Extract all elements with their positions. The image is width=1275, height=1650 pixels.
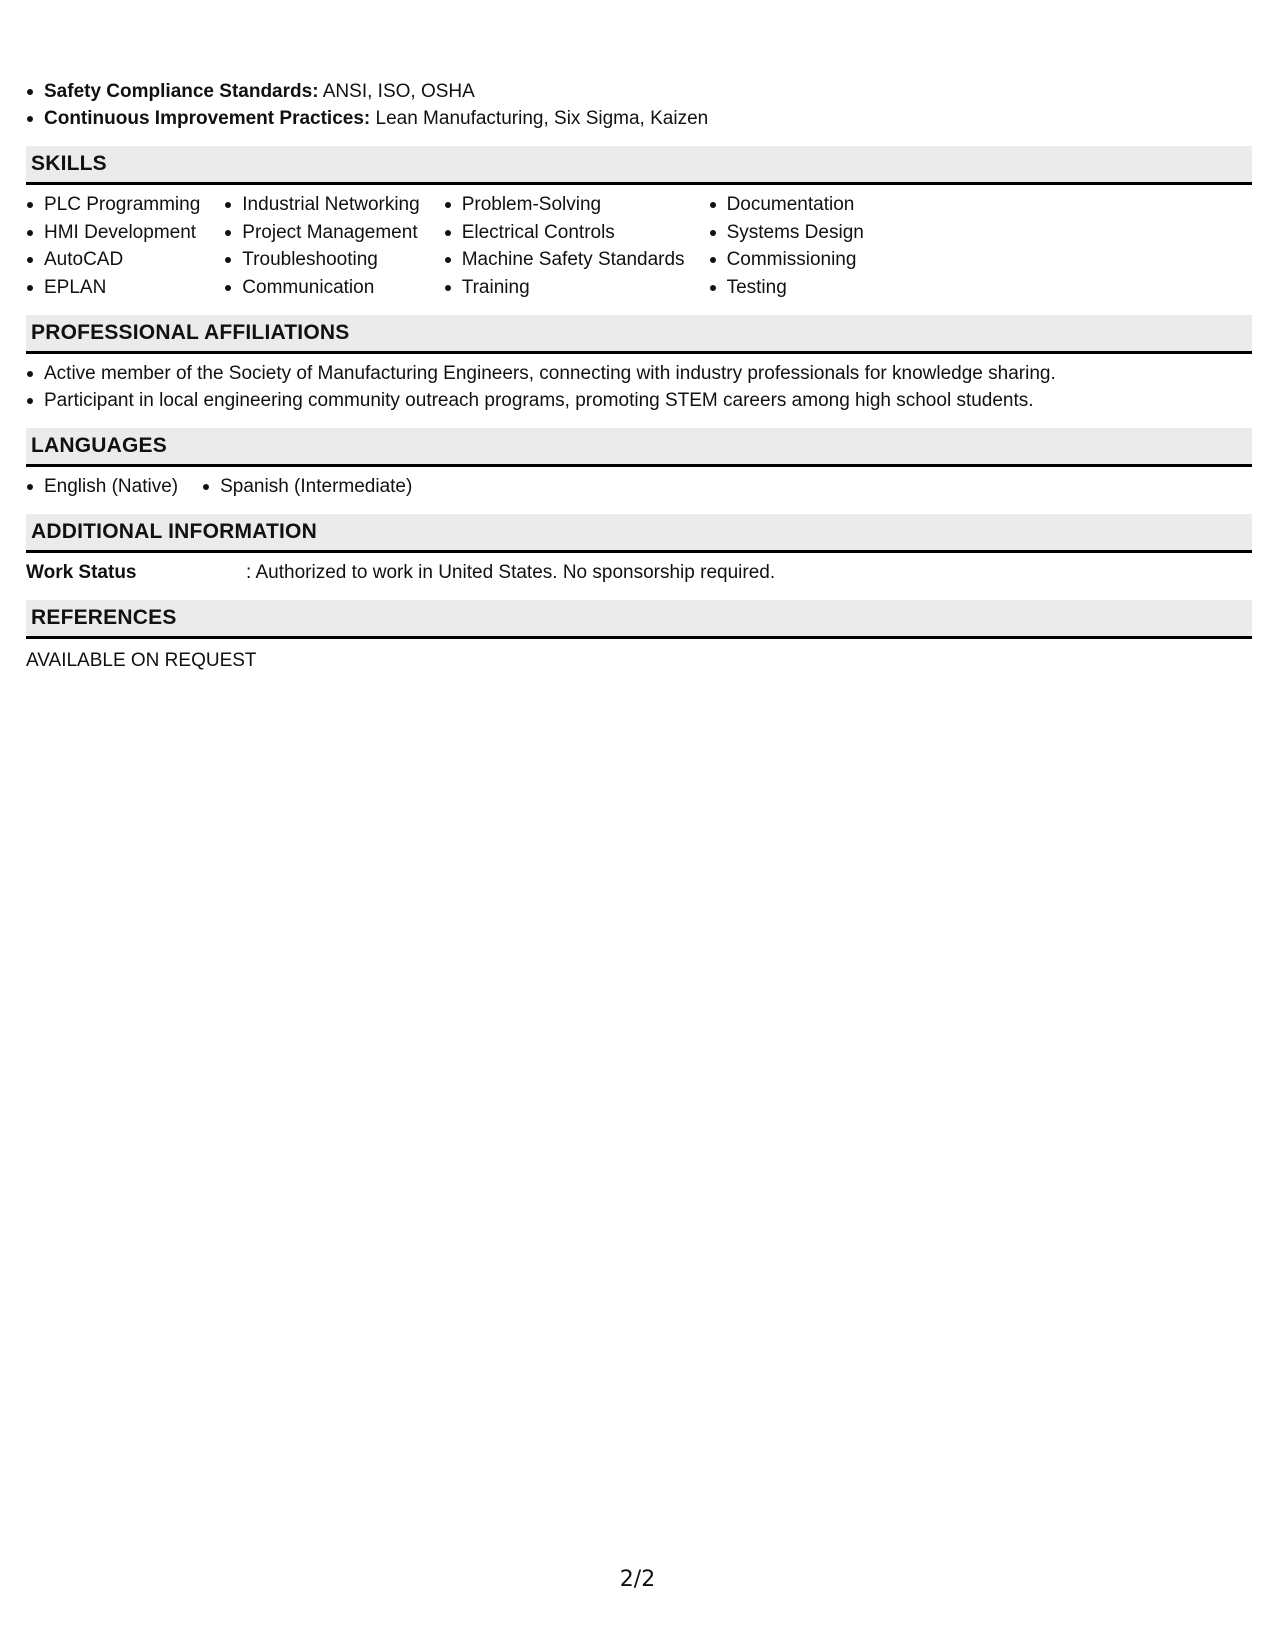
section-title: LANGUAGES [31,434,167,457]
languages-heading [26,428,1252,467]
references-text: AVAILABLE ON REQUEST [26,650,257,671]
skills-column [224,191,419,301]
skill-item: Electrical Controls [444,219,685,247]
references-heading [26,600,1252,639]
competency-list [26,78,1252,132]
affiliation-item: Active member of the Society of Manufacturing Engineers, connecting with industry professionals for knowledge sharing. [26,360,1252,387]
work-status-row [26,559,1252,586]
list-item-value: ANSI, ISO, OSHA [318,81,475,102]
affiliation-item: Participant in local engineering community outreach programs, promoting STEM careers among high school students. [26,387,1252,414]
language-item: Spanish (Intermediate) [202,473,412,500]
language-group [202,473,412,500]
skills-grid [26,191,1252,301]
skill-item: Training [444,274,685,302]
skill-item: Communication [224,274,419,302]
skill-item: HMI Development [26,219,200,247]
skill-item: Problem-Solving [444,191,685,219]
resume-page [26,78,1252,674]
list-item-label: Safety Compliance Standards: [44,81,319,102]
skill-item: Industrial Networking [224,191,419,219]
skill-item: PLC Programming [26,191,200,219]
list-item [26,78,1252,105]
languages-list [26,473,1252,500]
work-status-value: : Authorized to work in United States. No sponsorship required. [246,562,776,583]
skill-item: AutoCAD [26,246,200,274]
skill-item: Testing [709,274,864,302]
additional-info-heading [26,514,1252,553]
skill-item: Machine Safety Standards [444,246,685,274]
skill-item: EPLAN [26,274,200,302]
section-title: PROFESSIONAL AFFILIATIONS [31,321,350,344]
skills-heading [26,146,1252,185]
skills-column [709,191,864,301]
section-title: REFERENCES [31,606,177,629]
affiliations-heading [26,315,1252,354]
list-item-value: Lean Manufacturing, Six Sigma, Kaizen [370,108,709,129]
affiliations-list [26,360,1252,414]
skill-item: Systems Design [709,219,864,247]
skills-column [26,191,200,301]
skill-item: Documentation [709,191,864,219]
skill-item: Project Management [224,219,419,247]
section-title: SKILLS [31,152,107,175]
page-number: 2/2 [619,1567,656,1592]
list-item-label: Continuous Improvement Practices: [44,108,371,129]
list-item [26,105,1252,132]
skill-item: Commissioning [709,246,864,274]
language-item: English (Native) [26,473,178,500]
work-status-label: Work Status [26,562,137,583]
language-group [26,473,178,500]
skills-column [444,191,685,301]
section-title: ADDITIONAL INFORMATION [31,520,317,543]
skill-item: Troubleshooting [224,246,419,274]
